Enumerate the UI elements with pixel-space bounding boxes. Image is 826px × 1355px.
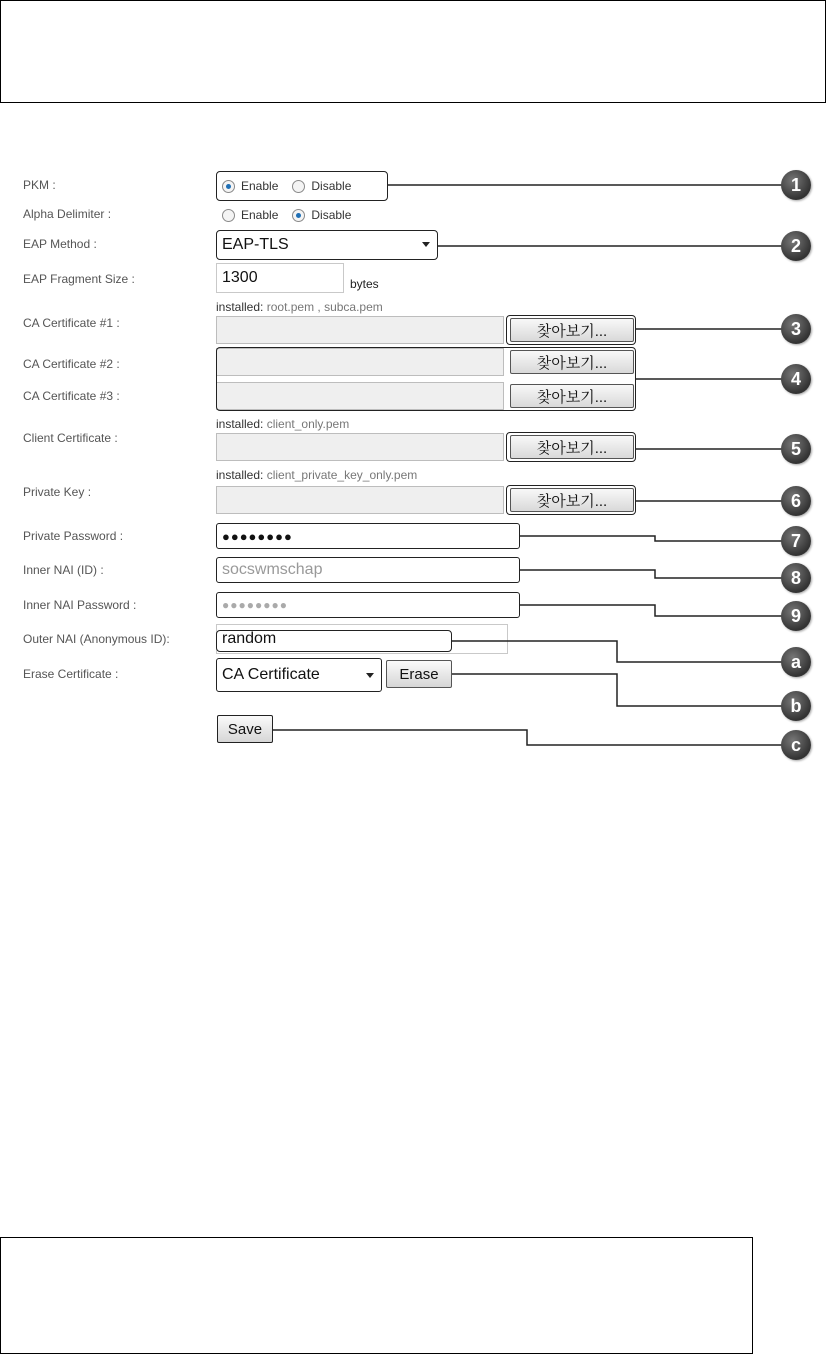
callout-badge-3: 3 — [781, 314, 811, 344]
ca-certificate-1-label: CA Certificate #1 : — [23, 316, 120, 330]
callout-badge-6: 6 — [781, 486, 811, 516]
eap-method-label: EAP Method : — [23, 237, 97, 251]
alpha-disable-text: Disable — [311, 208, 352, 222]
ca2-browse-button[interactable]: 찾아보기... — [510, 350, 634, 374]
callout-badge-9: 9 — [781, 601, 811, 631]
pkm-label: PKM : — [23, 178, 56, 192]
save-button[interactable]: Save — [217, 715, 273, 743]
callout-badge-5: 5 — [781, 434, 811, 464]
client-cert-browse-button[interactable]: 찾아보기... — [510, 435, 634, 459]
alpha-delimiter-label: Alpha Delimiter : — [23, 207, 112, 221]
callout-badge-b: b — [781, 691, 811, 721]
callout-line-8 — [520, 570, 795, 578]
private-password-value: ●●●●●●●● — [222, 528, 293, 544]
eap-fragment-size-label: EAP Fragment Size : — [23, 272, 135, 286]
erase-certificate-value: CA Certificate — [222, 666, 320, 683]
alpha-enable-text: Enable — [241, 208, 279, 222]
inner-nai-id-value: socswmschap — [222, 561, 323, 578]
erase-button[interactable]: Erase — [386, 660, 452, 688]
client-certificate-label: Client Certificate : — [23, 431, 118, 445]
private-key-label: Private Key : — [23, 485, 92, 499]
inner-nai-password-value: ●●●●●●●● — [222, 598, 288, 612]
callout-line-c — [273, 730, 795, 745]
callout-line-a — [452, 641, 795, 662]
inner-nai-id-label: Inner NAI (ID) : — [23, 563, 104, 577]
client-installed-label: installed: — [216, 417, 264, 431]
callout-badge-c: c — [781, 730, 811, 760]
callout-line-9 — [520, 605, 795, 616]
ca1-installed-label: installed: — [216, 300, 264, 314]
eap-fragment-size-value: 1300 — [222, 269, 258, 286]
pkm-disable-text: Disable — [311, 179, 352, 193]
ca1-browse-button[interactable]: 찾아보기... — [510, 318, 634, 342]
pkey-installed-label: installed: — [216, 468, 264, 482]
outer-nai-value: random — [222, 630, 277, 647]
ca3-browse-button[interactable]: 찾아보기... — [510, 384, 634, 408]
erase-certificate-label: Erase Certificate : — [23, 667, 119, 681]
callout-badge-2: 2 — [781, 231, 811, 261]
private-password-label: Private Password : — [23, 529, 124, 543]
callout-badge-1: 1 — [781, 170, 811, 200]
callout-badge-4: 4 — [781, 364, 811, 394]
callout-line-b — [452, 674, 795, 706]
private-key-browse-button[interactable]: 찾아보기... — [510, 488, 634, 512]
bytes-unit: bytes — [350, 277, 379, 291]
ca1-installed-files: root.pem , subca.pem — [266, 300, 383, 314]
eap-method-value: EAP-TLS — [222, 236, 289, 253]
callout-badge-8: 8 — [781, 563, 811, 593]
ca-certificate-2-label: CA Certificate #2 : — [23, 357, 120, 371]
callout-line-7 — [520, 536, 795, 541]
callout-badge-7: 7 — [781, 526, 811, 556]
pkey-installed-file: client_private_key_only.pem — [266, 468, 418, 482]
callout-badge-a: a — [781, 647, 811, 677]
pkm-enable-text: Enable — [241, 179, 279, 193]
inner-nai-password-label: Inner NAI Password : — [23, 598, 137, 612]
outer-nai-label: Outer NAI (Anonymous ID): — [23, 632, 170, 646]
client-installed-file: client_only.pem — [266, 417, 350, 431]
ca-certificate-3-label: CA Certificate #3 : — [23, 389, 120, 403]
